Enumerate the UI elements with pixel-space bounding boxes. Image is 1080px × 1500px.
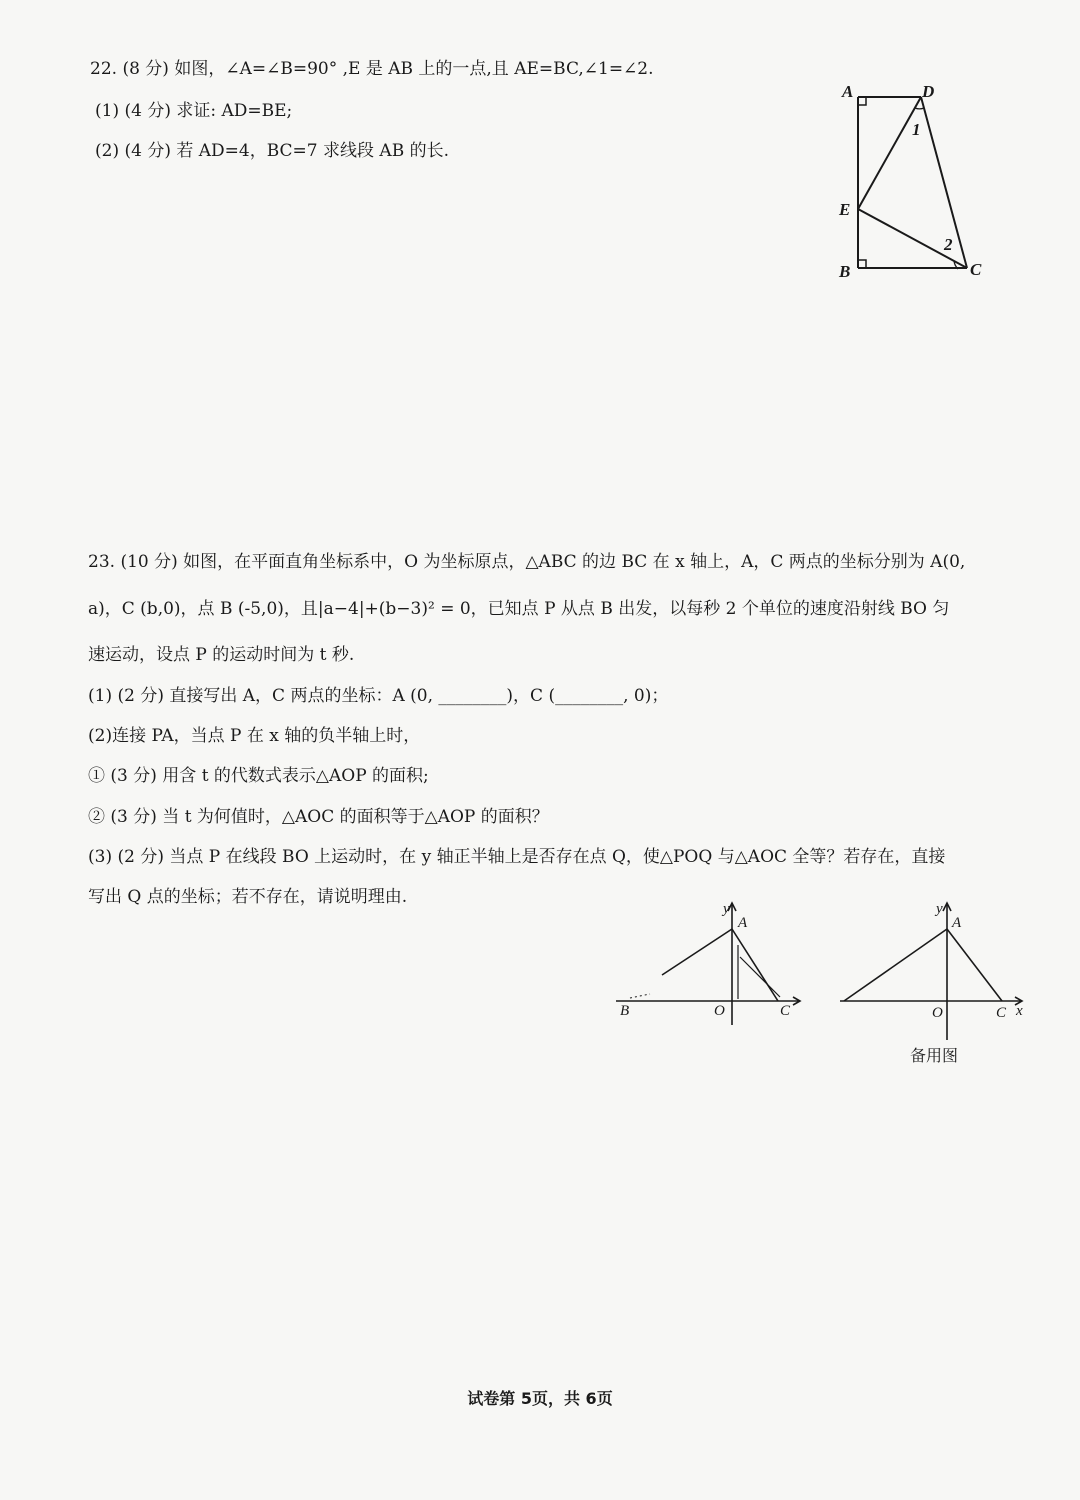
q22-figure (830, 75, 1000, 290)
fig2-label-A: A (952, 915, 962, 931)
fig1-label-O: O (714, 1003, 725, 1019)
q23-part2b: ② (3 分) 当 t 为何值时，△AOC 的面积等于△AOP 的面积？ (88, 807, 549, 827)
q23-figure-backup (830, 895, 1040, 1070)
fig1-label-C: C (780, 1003, 791, 1019)
q23-part2: (2)连接 PA，当点 P 在 x 轴的负半轴上时， (88, 726, 421, 746)
q23-part3-line2: 写出 Q 点的坐标；若不存在，请说明理由. (88, 887, 408, 907)
q23-stem-line3: 速运动，设点 P 的运动时间为 t 秒. (88, 645, 355, 665)
q23-part2a: ① (3 分) 用含 t 的代数式表示△AOP 的面积; (88, 766, 429, 786)
fig2-label-C: C (996, 1005, 1007, 1021)
label-D: D (922, 82, 935, 101)
fig2-label-y: y (936, 901, 943, 917)
q22-part1: (1) (4 分) 求证: AD=BE; (95, 101, 293, 121)
label-E: E (839, 200, 851, 219)
label-angle1: 1 (912, 120, 921, 139)
label-angle2: 2 (944, 235, 953, 254)
fig2-caption: 备用图 (910, 1046, 959, 1065)
fig1-label-A: A (738, 915, 748, 931)
fig1-label-B: B (620, 1003, 630, 1019)
q23-stem-line1: 23. (10 分) 如图，在平面直角坐标系中，O 为坐标原点，△ABC 的边 BC 在 x 轴上，A，C 两点的坐标分别为 A(0, (88, 552, 966, 572)
q23-part1: (1) (2 分) 直接写出 A，C 两点的坐标：A (0, ________)，C (________, 0)； (88, 686, 669, 706)
q22-part2: (2) (4 分) 若 AD=4，BC=7 求线段 AB 的长. (95, 141, 450, 161)
q23-part3-line1: (3) (2 分) 当点 P 在线段 BO 上运动时，在 y 轴正半轴上是否存在点 Q，使△POQ 与△AOC 全等？若存在，直接 (88, 847, 946, 867)
fig2-label-O: O (932, 1005, 943, 1021)
q23-stem-line2: a)，C (b,0)，点 B (-5,0)，且|a−4|+(b−3)² = 0，已知点 P 从点 B 出发，以每秒 2 个单位的速度沿射线 BO 匀 (88, 599, 950, 619)
q22-stem: 22. (8 分) 如图，∠A=∠B=90° ,E 是 AB 上的一点,且 AE=BC,∠1=∠2. (90, 59, 654, 79)
q23-figure-main (610, 895, 810, 1035)
label-A: A (842, 82, 854, 101)
fig1-label-y: y (723, 901, 730, 917)
page-footer: 试卷第 5页，共 6页 (467, 1389, 613, 1408)
label-C: C (970, 260, 982, 279)
fig2-label-x: x (1016, 1003, 1023, 1019)
label-B: B (839, 262, 851, 281)
